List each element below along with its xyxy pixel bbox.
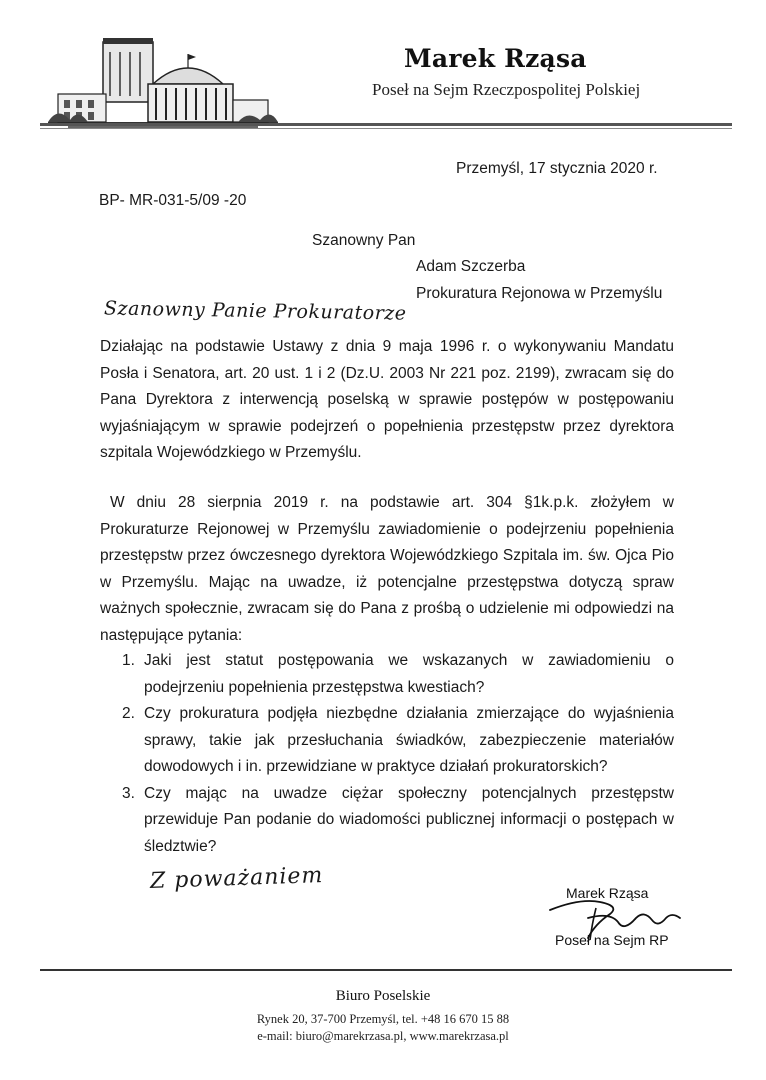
list-item-text: Czy mając na uwadze ciężar społeczny potencjalnych przestępstw przewiduje Pan podanie do wiadomości publicznej informacji o postępach w śledztwie? xyxy=(144,784,674,855)
signature-role: Poseł na Sejm RP xyxy=(555,932,669,948)
reference-number: BP- MR-031-5/09 -20 xyxy=(99,192,247,209)
office-name: Biuro Poselskie xyxy=(335,988,431,1004)
office-address: Rynek 20, 37-700 Przemyśl, tel. +48 16 670 15 88 xyxy=(256,1012,510,1026)
sender-name: Marek Rząsa xyxy=(404,44,587,73)
header-divider-thin xyxy=(40,128,732,129)
list-item xyxy=(100,648,674,701)
list-item-text: Czy prokuratura podjęła niezbędne działania zmierzające do wyjaśnienia sprawy, takie jak przesłuchania świadków, zabezpieczenie materiałów dowodowych i in. przewidziane w praktyce działań prokuratorskich? xyxy=(144,705,674,775)
list-item-number: 3. xyxy=(122,784,135,802)
office-contact: e-mail: biuro@marekrzasa.pl, www.marekrzasa.pl xyxy=(257,1029,509,1043)
handwritten-greeting: Szanowny Panie Prokuratorze xyxy=(103,297,407,325)
list-item-text: Jaki jest statut postępowania we wskazanych w zawiadomieniu o podejrzeniu popełnienia przestępstwa kwestiach? xyxy=(144,652,674,696)
sejm-building-icon xyxy=(48,34,278,134)
list-item-number: 1. xyxy=(122,652,135,669)
signature-name: Marek Rząsa xyxy=(566,885,649,901)
header-divider xyxy=(40,123,732,126)
recipient-institution: Prokuratura Rejonowa w Przemyślu xyxy=(416,285,663,302)
footer-divider xyxy=(40,969,732,971)
list-item-number: 2. xyxy=(122,705,135,722)
questions-list xyxy=(100,648,674,860)
letter-date: Przemyśl, 17 stycznia 2020 r. xyxy=(456,160,658,177)
paragraph-intro: Działając na podstawie Ustawy z dnia 9 maja 1996 r. o wykonywaniu Mandatu Posła i Senatora, art. 20 ust. 1 i 2 (Dz.U. 2003 Nr 221 poz. 2199), zwracam się do Pana Dyrektora z interwencją poselską w sprawie postępów w postępowaniu wyjaśniającym w sprawie podejrzeń o popełnienia przestępstw przez dyrektora szpitala Wojewódzkiego w Przemyślu. xyxy=(100,338,674,461)
recipient-name: Adam Szczerba xyxy=(416,258,526,275)
list-item xyxy=(100,701,674,781)
recipient-salutation: Szanowny Pan xyxy=(312,232,416,249)
list-item xyxy=(100,781,674,861)
sender-title: Poseł na Sejm Rzeczpospolitej Polskiej xyxy=(372,80,641,99)
handwritten-closing: Z poważaniem xyxy=(149,862,324,895)
paragraph-request: W dniu 28 sierpnia 2019 r. na podstawie art. 304 §1k.p.k. złożyłem w Prokuraturze Rejonowej w Przemyślu zawiadomienie o podejrzeniu popełnienia przestępstw przez ówczesnego dyrektora Wojewódzkiego Szpitala im. św. Ojca Pio w Przemyślu. Mając na uwadze, iż potencjalne przestępstwa dotyczą spraw ważnych społecznie, zwracam się do Pana z prośbą o udzielenie mi odpowiedzi na następujące pytania: xyxy=(100,494,674,644)
